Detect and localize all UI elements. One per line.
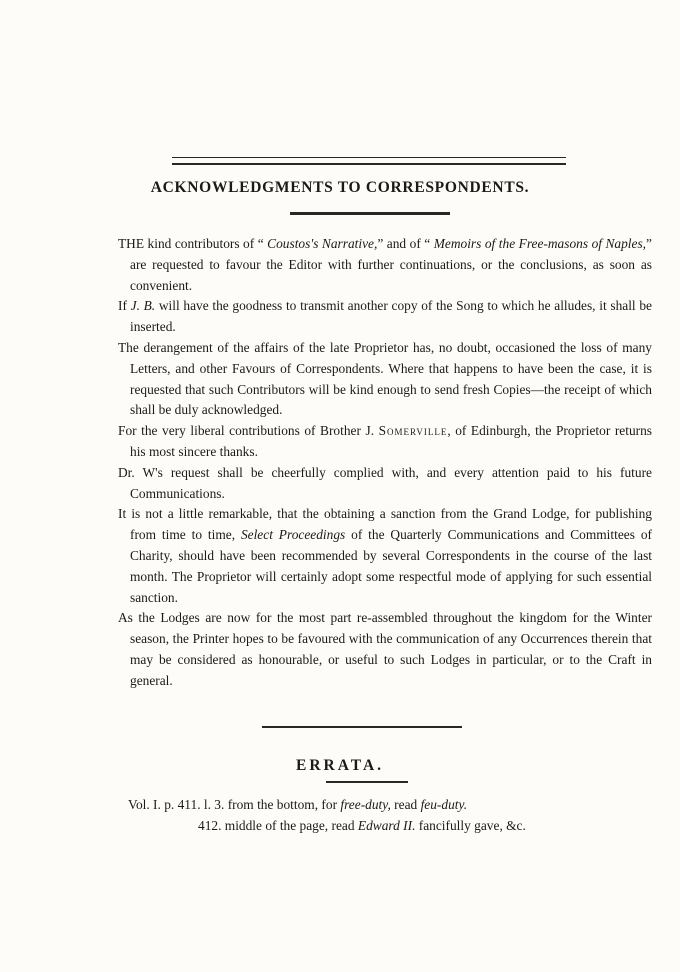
italic-text: J. B. [130,298,156,314]
errata-title: ERRATA. [295,757,385,774]
section-divider-rule [262,726,462,728]
correspondent-entry [118,338,652,421]
text-run: The derangement of the affairs of the late Proprietor has, no doubt, occasioned the loss of many Letters, and other Favours of Correspondents. Where that happens to have been the case, it is requested that such Contributors will be kind enough to send fresh Copies—the receipt of which shall be duly acknowledged. [118,339,652,418]
correspondent-entry [118,234,652,296]
text-run: Vol. I. p. 411. l. 3. from the bottom, for [128,797,341,812]
correspondent-entry [118,608,652,691]
text-run: ” are requested to favour the Editor with further continuations, or the conclusions, as soon as convenient. [130,236,652,293]
italic-text: Edward II. [357,818,416,833]
italic-text: Select Proceedings [240,527,346,543]
errata-line-2 [198,818,526,834]
text-run: THE kind contributors of “ [118,236,268,251]
page-heading: ACKNOWLEDGMENTS TO CORRESPONDENTS. [150,179,530,196]
text-run: Dr. W's request shall be cheerfully complied with, and every attention paid to his future Communications. [118,464,652,501]
text-run: It is not a little remarkable, that the obtaining a sanction from the Grand Lodge, for publishing from time to time, [118,506,652,543]
heading-ornament-rule [290,212,450,215]
italic-text: feu-duty. [420,797,468,812]
text-run: If [118,298,131,314]
text-run: will have the goodness to transmit another copy of the Song to which he alludes, it shall be inserted. [130,298,652,335]
italic-text: Memoirs of the Free-masons of Naples, [433,236,647,251]
correspondent-entry [118,296,652,338]
correspondence-entries [118,234,652,692]
errata-ornament-rule [326,781,408,783]
italic-text: free-duty, [340,797,391,812]
top-double-rule [172,157,566,165]
errata-line-1 [128,797,467,813]
text-run: read [390,797,421,812]
small-caps-name: Somerville [378,423,448,439]
text-run: of the Quarterly Communications and Committees of Charity, should have been recommended by several Correspondents in the course of the last month. The Proprietor will certainly adopt some respectful mode of applying for such essential sanction. [130,527,652,605]
correspondent-entry [118,504,652,608]
text-run: 412. middle of the page, read [198,818,358,833]
text-run: For the very liberal contributions of Brother J. [118,423,379,439]
text-run: fancifully gave, &c. [415,818,526,833]
correspondent-entry [118,421,652,463]
text-run: , of Edinburgh, the Proprietor returns his most sincere thanks. [130,423,653,459]
text-run: ” and of “ [377,236,434,251]
italic-text: Coustos's Narrative, [267,236,378,251]
correspondent-entry [118,463,652,505]
text-run: As the Lodges are now for the most part re-assembled throughout the kingdom for the Winter season, the Printer hopes to be favoured with the communication of any Occurrences therein that may be considered as honourable, or useful to such Lodges in particular, or to the Craft in general. [118,610,652,688]
